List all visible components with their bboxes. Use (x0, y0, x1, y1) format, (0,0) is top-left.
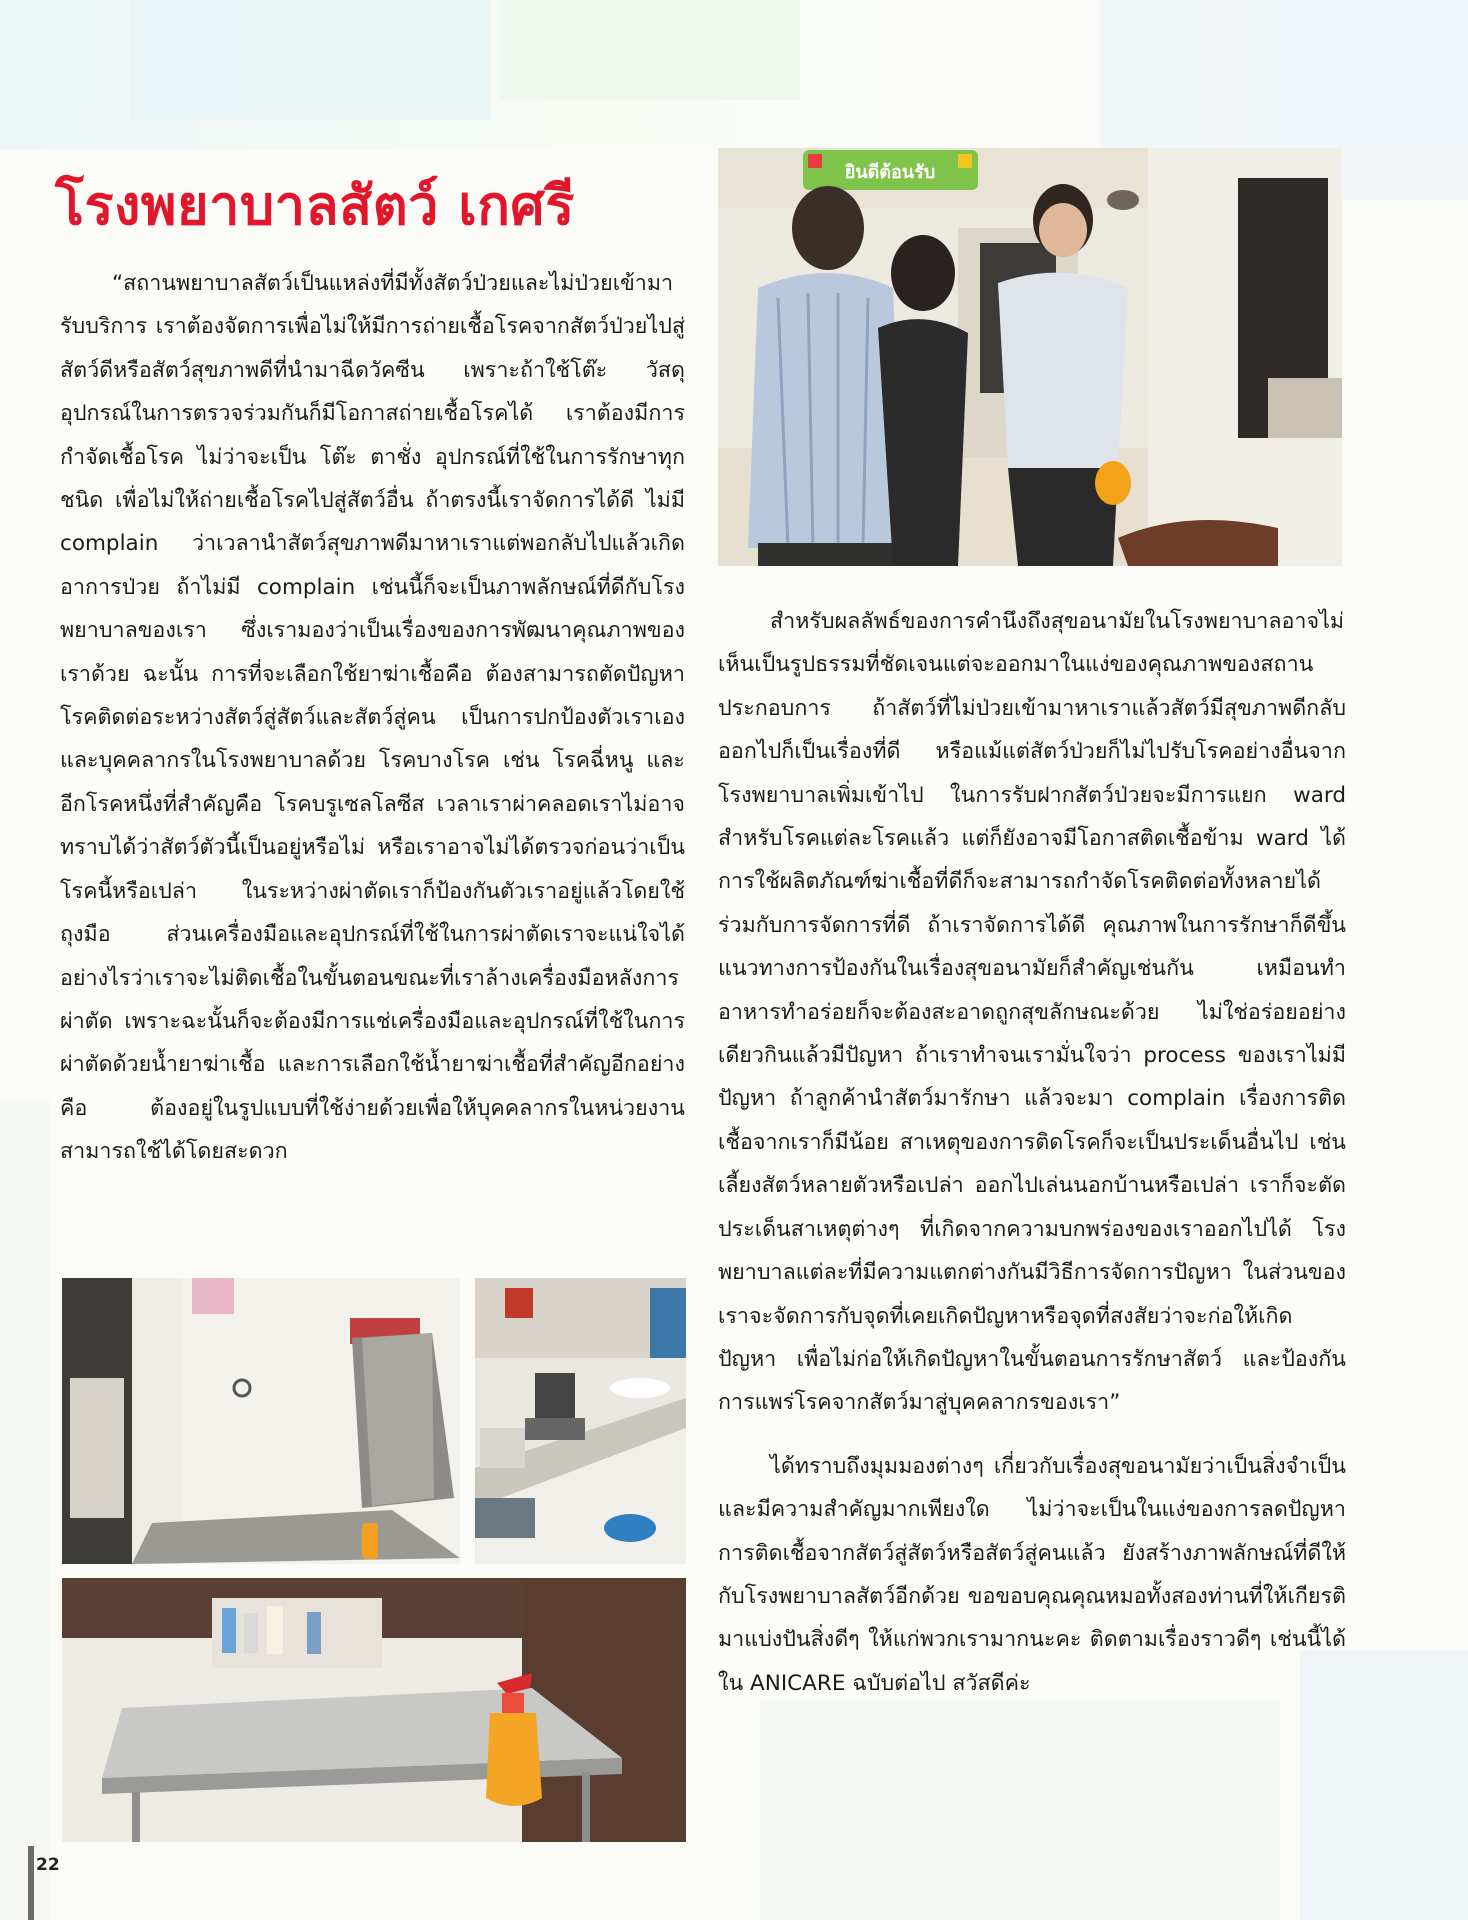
page-edge-bar (28, 1846, 34, 1920)
steel-table-photo (62, 1578, 686, 1842)
right-text-column (718, 600, 1346, 1705)
lab-counter-photo (475, 1278, 686, 1564)
closing-paragraph: ได้ทราบถึงมุมมองต่างๆ เกี่ยวกับเรื่องสุขอนามัยว่าเป็นสิ่งจำเป็นและมีความสำคัญมากเพียงใด ไม่ว่าจะเป็นในแง่ของการลดปัญหาการติดเชื้อจากสัตว์สู่สัตว์หรือสัตว์สู่คนแล้ว ยังสร้างภาพลักษณ์ที่ดีให้กับโรงพยาบาลสัตว์อีกด้วย ขอขอบคุณคุณหมอทั้งสองท่านที่ให้เกียรติมาแบ่งปันสิ่งดีๆ ให้แก่พวกเรามากนะคะ ติดตามเรื่องราวดีๆ เช่นนี้ได้ใน ANICARE ฉบับต่อไป สวัสดีค่ะ (718, 1453, 1346, 1696)
hospital-visit-photo (718, 148, 1342, 566)
background-block (0, 1100, 50, 1920)
background-block (130, 0, 490, 120)
background-block (760, 1700, 1280, 1920)
page-number: 22 (36, 1855, 60, 1875)
scale-room-photo (62, 1278, 460, 1564)
background-block (500, 0, 800, 100)
welcome-sign: ยินดีต้อนรับ (844, 162, 936, 183)
article-title: โรงพยาบาลสัตว์ เกศรี (55, 174, 575, 237)
quote-paragraph: “สถานพยาบาลสัตว์เป็นแหล่งที่มีทั้งสัตว์ป่วยและไม่ป่วยเข้ามารับบริการ เราต้องจัดการเพื่อไม่ให้มีการถ่ายเชื้อโรคจากสัตว์ป่วยไปสู่สัตว์ดีหรือสัตว์สุขภาพดีที่นำมาฉีดวัคซีน เพราะถ้าใช้โต๊ะ วัสดุอุปกรณ์ในการตรวจร่วมกันก็มีโอกาสถ่ายเชื้อโรคได้ เราต้องมีการกำจัดเชื้อโรค ไม่ว่าจะเป็น โต๊ะ ตาชั่ง อุปกรณ์ที่ใช้ในการรักษาทุกชนิด เพื่อไม่ให้ถ่ายเชื้อโรคไปสู่สัตว์อื่น ถ้าตรงนี้เราจัดการได้ดี ไม่มี complain ว่าเวลานำสัตว์สุขภาพดีมาหาเราแต่พอกลับไปแล้วเกิดอาการป่วย ถ้าไม่มี complain เช่นนี้ก็จะเป็นภาพลักษณ์ที่ดีกับโรงพยาบาลของเรา ซึ่งเรามองว่าเป็นเรื่องของการพัฒนาคุณภาพของเราด้วย ฉะนั้น การที่จะเลือกใช้ยาฆ่าเชื้อคือ ต้องสามารถตัดปัญหาโรคติดต่อระหว่างสัตว์สู่สัตว์และสัตว์สู่คน เป็นการปกป้องตัวเราเองและบุคคลากรในโรงพยาบาลด้วย โรคบางโรค เช่น โรคฉี่หนู และอีกโรคหนึ่งที่สำคัญคือ โรคบรูเซลโลซีส เวลาเราผ่าคลอดเราไม่อาจทราบได้ว่าสัตว์ตัวนี้เป็นอยู่หรือไม่ หรือเราอาจไม่ได้ตรวจก่อนว่าเป็นโรคนี้หรือเปล่า ในระหว่างผ่าตัดเราก็ป้องกันตัวเราอยู่แล้วโดยใช้ถุงมือ ส่วนเครื่องมือและอุปกรณ์ที่ใช้ในการผ่าตัดเราจะแน่ใจได้อย่างไรว่าเราจะไม่ติดเชื้อในขั้นตอนขณะที่เราล้างเครื่องมือหลังการผ่าตัด เพราะฉะนั้นก็จะต้องมีการแช่เครื่องมือและอุปกรณ์ที่ใช้ในการผ่าตัดด้วยน้ำยาฆ่าเชื้อ และการเลือกใช้น้ำยาฆ่าเชื้อที่สำคัญอีกอย่างคือ ต้องอยู่ในรูปแบบที่ใช้ง่ายด้วยเพื่อให้บุคคลากรในหน่วยงานสามารถใช้ได้โดยสะดวก (60, 271, 685, 1165)
left-text-column (60, 262, 685, 1174)
body-paragraph: สำหรับผลลัพธ์ของการคำนึงถึงสุขอนามัยในโรงพยาบาลอาจไม่เห็นเป็นรูปธรรมที่ชัดเจนแต่จะออกมาในแง่ของคุณภาพของสถานประกอบการ ถ้าสัตว์ที่ไม่ป่วยเข้ามาหาเราแล้วสัตว์มีสุขภาพดีกลับออกไปก็เป็นเรื่องที่ดี หรือแม้แต่สัตว์ป่วยก็ไม่ไปรับโรคอย่างอื่นจากโรงพยาบาลเพิ่มเข้าไป ในการรับฝากสัตว์ป่วยจะมีการแยก ward สำหรับโรคแต่ละโรคแล้ว แต่ก็ยังอาจมีโอกาสติดเชื้อข้าม ward ได้ การใช้ผลิตภัณฑ์ฆ่าเชื้อที่ดีก็จะสามารถกำจัดโรคติดต่อทั้งหลายได้ ร่วมกับการจัดการที่ดี ถ้าเราจัดการได้ดี คุณภาพในการรักษาก็ดีขึ้น แนวทางการป้องกันในเรื่องสุขอนามัยก็สำคัญเช่นกัน เหมือนทำอาหารทำอร่อยก็จะต้องสะอาดถูกสุขลักษณะด้วย ไม่ใช่อร่อยอย่างเดียวกินแล้วมีปัญหา ถ้าเราทำจนเรามั่นใจว่า process ของเราไม่มีปัญหา ถ้าลูกค้านำสัตว์มารักษา แล้วจะมา complain เรื่องการติดเชื้อจากเราก็มีน้อย สาเหตุของการติดโรคก็จะเป็นประเด็นอื่นไป เช่น เลี้ยงสัตว์หลายตัวหรือเปล่า ออกไปเล่นนอกบ้านหรือเปล่า เราก็จะตัดประเด็นสาเหตุต่างๆ ที่เกิดจากความบกพร่องของเราออกไปได้ โรงพยาบาลแต่ละที่มีความแตกต่างกันมีวิธีการจัดการปัญหา ในส่วนของเราจะจัดการกับจุดที่เคยเกิดปัญหาหรือจุดที่สงสัยว่าจะก่อให้เกิดปัญหา เพื่อไม่ก่อให้เกิดปัญหาในขั้นตอนการรักษาสัตว์ และป้องกันการแพร่โรคจากสัตว์มาสู่บุคคลากรของเรา” (718, 609, 1346, 1416)
